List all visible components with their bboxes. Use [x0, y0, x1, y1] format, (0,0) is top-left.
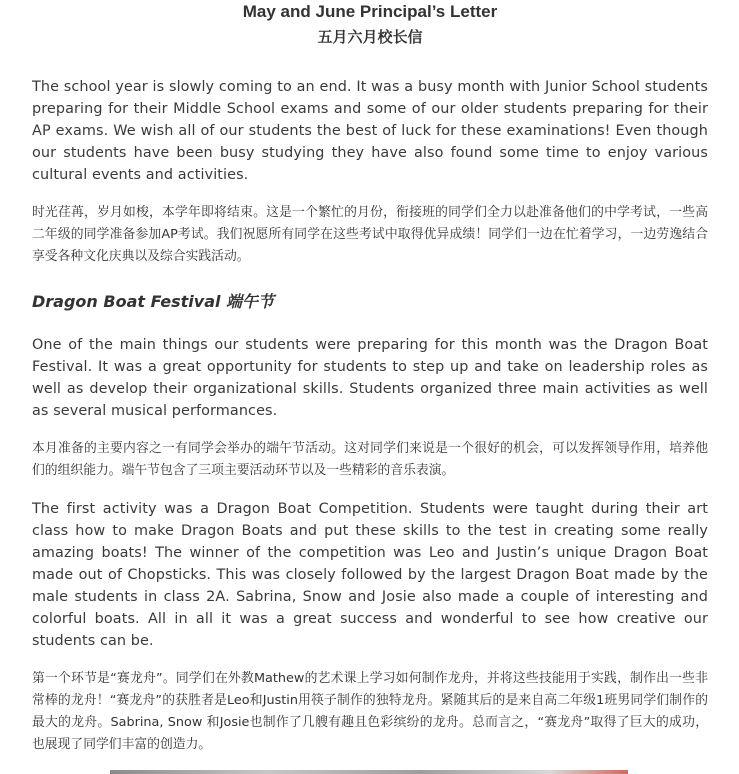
- dragon-boat-paragraph-1-zh: 本月准备的主要内容之一有同学会举办的端午节活动。这对同学们来说是一个很好的机会，可以发挥领导作用，培养他们的组织能力。端午节包含了三项主要活动环节以及一些精彩的音乐表演。: [32, 441, 708, 478]
- intro-paragraph-en: The school year is slowly coming to an end. It was a busy month with Junior School students preparing for their Middle School exams and some of our older students preparing for their AP exams. We wish all of our students the best of luck for these examinations! Even though our students have been busy studying they have also found some time to enjoy various cultural events and activities.: [32, 79, 708, 183]
- page-title-chinese: 五月六月校长信: [317, 28, 423, 46]
- photo-edge: [110, 770, 628, 774]
- dragon-boat-paragraph-2-en: The first activity was a Dragon Boat Competition. Students were taught during their art class how to make Dragon Boats and put these skills to the test in creating some really amazing boats! The winner of the competition was Leo and Justin’s unique Dragon Boat made out of Chopsticks. This was closely followed by the largest Dragon Boat made by the male students in class 2A. Sabrina, Snow and Josie also made a couple of interesting and colorful boats. All in all it was a great success and wonderful to see how creative our students can be.: [32, 501, 708, 649]
- section-heading-dragon-boat: Dragon Boat Festival 端午节: [32, 292, 275, 311]
- letter-page: [32, 0, 708, 756]
- page-title: May and June Principal’s Letter: [242, 2, 498, 21]
- intro-paragraph-zh: 时光荏苒，岁月如梭，本学年即将结束。这是一个繁忙的月份，衔接班的同学们全力以赴准备他们的中学考试，一些高二年级的同学准备参加AP考试。我们祝愿所有同学在这些考试中取得优异成绩！同学们一边在忙着学习，一边劳逸结合享受各种文化庆典以及综合实践活动。: [32, 205, 708, 264]
- dragon-boat-paragraph-1-en: One of the main things our students were preparing for this month was the Dragon Boat Festival. It was a great opportunity for students to step up and take on leadership roles as well as develop their organizational skills. Students organized three main activities as well as several musical performances.: [32, 337, 708, 419]
- dragon-boat-paragraph-2-zh: 第一个环节是“赛龙舟”。同学们在外教Mathew的艺术课上学习如何制作龙舟，并将这些技能用于实践，制作出一些非常棒的龙舟！“赛龙舟”的获胜者是Leo和Justin用筷子制作的独特龙舟。紧随其后的是来自高二年级1班男同学们制作的最大的龙舟。Sabrina, Snow 和Josie也制作了几艘有趣且色彩缤纷的龙舟。总而言之，“赛龙舟”取得了巨大的成功，也展现了同学们丰富的创造力。: [32, 671, 708, 752]
